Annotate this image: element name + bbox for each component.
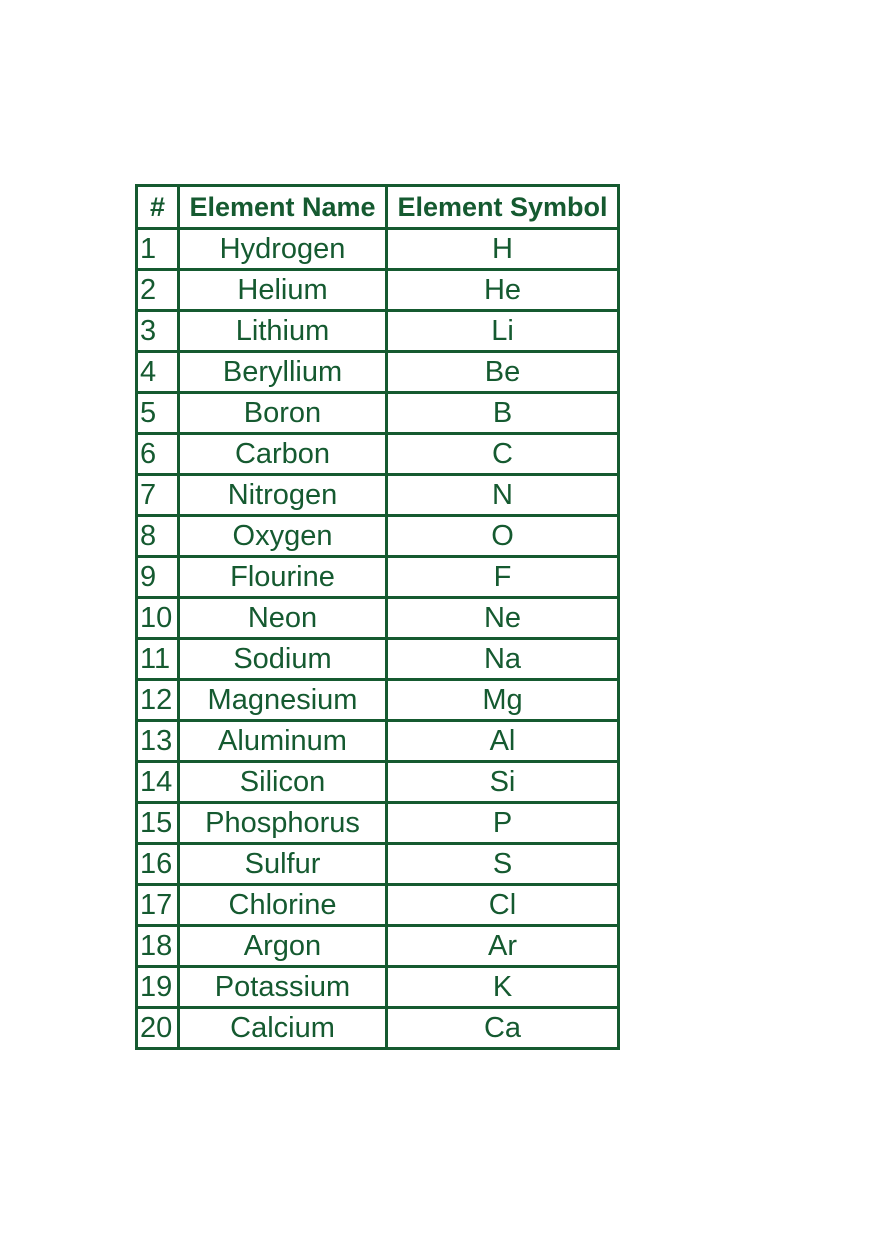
- element-symbol-cell: Ne: [387, 598, 619, 639]
- element-number-cell: 5: [137, 393, 179, 434]
- element-symbol-cell: Cl: [387, 885, 619, 926]
- header-element-name: Element Name: [179, 186, 387, 229]
- element-number-cell: 11: [137, 639, 179, 680]
- element-name-cell: Lithium: [179, 311, 387, 352]
- element-name-cell: Phosphorus: [179, 803, 387, 844]
- element-name-cell: Boron: [179, 393, 387, 434]
- element-name-cell: Beryllium: [179, 352, 387, 393]
- element-number-cell: 19: [137, 967, 179, 1008]
- table-row: [137, 229, 619, 270]
- element-number-cell: 8: [137, 516, 179, 557]
- element-number-cell: 7: [137, 475, 179, 516]
- table-body: [137, 229, 619, 1049]
- element-number-cell: 1: [137, 229, 179, 270]
- element-name-cell: Potassium: [179, 967, 387, 1008]
- element-symbol-cell: Si: [387, 762, 619, 803]
- table-row: [137, 1008, 619, 1049]
- element-number-cell: 4: [137, 352, 179, 393]
- element-name-cell: Sodium: [179, 639, 387, 680]
- element-symbol-cell: H: [387, 229, 619, 270]
- element-symbol-cell: Mg: [387, 680, 619, 721]
- element-symbol-cell: O: [387, 516, 619, 557]
- element-symbol-cell: Ar: [387, 926, 619, 967]
- element-symbol-cell: B: [387, 393, 619, 434]
- element-symbol-cell: K: [387, 967, 619, 1008]
- element-name-cell: Calcium: [179, 1008, 387, 1049]
- element-number-cell: 20: [137, 1008, 179, 1049]
- table-row: [137, 639, 619, 680]
- element-number-cell: 13: [137, 721, 179, 762]
- element-number-cell: 18: [137, 926, 179, 967]
- element-number-cell: 17: [137, 885, 179, 926]
- header-number: #: [137, 186, 179, 229]
- element-name-cell: Aluminum: [179, 721, 387, 762]
- element-number-cell: 6: [137, 434, 179, 475]
- element-number-cell: 9: [137, 557, 179, 598]
- header-element-symbol: Element Symbol: [387, 186, 619, 229]
- table-row: [137, 311, 619, 352]
- element-number-cell: 2: [137, 270, 179, 311]
- element-number-cell: 3: [137, 311, 179, 352]
- element-symbol-cell: Li: [387, 311, 619, 352]
- elements-table: [135, 184, 620, 1050]
- table-row: [137, 762, 619, 803]
- element-symbol-cell: Na: [387, 639, 619, 680]
- table-row: [137, 434, 619, 475]
- element-symbol-cell: He: [387, 270, 619, 311]
- element-name-cell: Carbon: [179, 434, 387, 475]
- table-row: [137, 352, 619, 393]
- element-number-cell: 12: [137, 680, 179, 721]
- table-row: [137, 721, 619, 762]
- header-row: [137, 186, 619, 229]
- element-name-cell: Neon: [179, 598, 387, 639]
- element-number-cell: 16: [137, 844, 179, 885]
- table-header: [137, 186, 619, 229]
- table-row: [137, 475, 619, 516]
- element-symbol-cell: S: [387, 844, 619, 885]
- element-name-cell: Sulfur: [179, 844, 387, 885]
- element-symbol-cell: Ca: [387, 1008, 619, 1049]
- table-row: [137, 270, 619, 311]
- table-row: [137, 885, 619, 926]
- element-name-cell: Flourine: [179, 557, 387, 598]
- element-symbol-cell: N: [387, 475, 619, 516]
- table-row: [137, 844, 619, 885]
- table-row: [137, 803, 619, 844]
- element-name-cell: Argon: [179, 926, 387, 967]
- element-name-cell: Nitrogen: [179, 475, 387, 516]
- table-row: [137, 557, 619, 598]
- element-name-cell: Silicon: [179, 762, 387, 803]
- element-number-cell: 14: [137, 762, 179, 803]
- table-row: [137, 516, 619, 557]
- element-name-cell: Oxygen: [179, 516, 387, 557]
- element-name-cell: Hydrogen: [179, 229, 387, 270]
- element-number-cell: 10: [137, 598, 179, 639]
- element-symbol-cell: Be: [387, 352, 619, 393]
- table-row: [137, 967, 619, 1008]
- element-name-cell: Chlorine: [179, 885, 387, 926]
- table-row: [137, 926, 619, 967]
- element-symbol-cell: P: [387, 803, 619, 844]
- table-row: [137, 393, 619, 434]
- element-symbol-cell: C: [387, 434, 619, 475]
- element-name-cell: Magnesium: [179, 680, 387, 721]
- element-name-cell: Helium: [179, 270, 387, 311]
- element-symbol-cell: Al: [387, 721, 619, 762]
- table-row: [137, 680, 619, 721]
- element-number-cell: 15: [137, 803, 179, 844]
- table-row: [137, 598, 619, 639]
- element-symbol-cell: F: [387, 557, 619, 598]
